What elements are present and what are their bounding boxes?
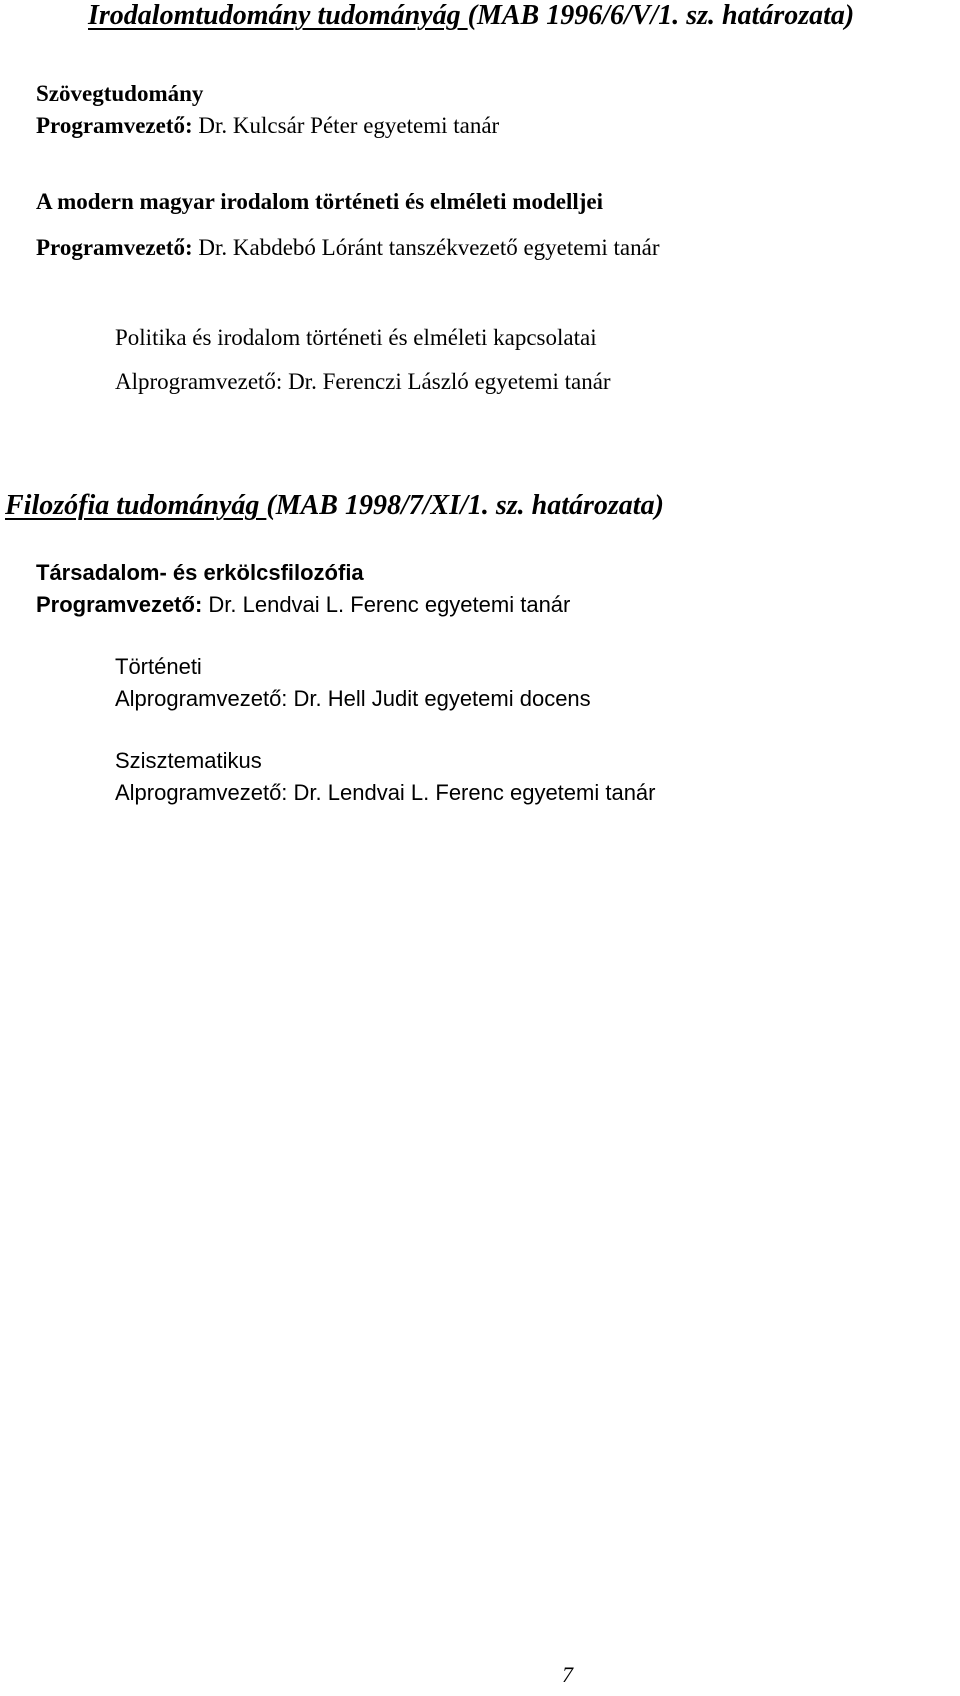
leader-text: Dr. Kulcsár Péter egyetemi tanár xyxy=(192,113,500,138)
subprogram-leader-ferenczi: Alprogramvezető: Dr. Ferenczi László egyetemi tanár xyxy=(115,369,611,394)
subprogram-leader-hell: Alprogramvezető: Dr. Hell Judit egyetemi docens xyxy=(115,686,591,711)
program-title-tarsadalom: Társadalom- és erkölcsfilozófia xyxy=(36,560,364,585)
subprogram-title-szisztematikus: Szisztematikus xyxy=(115,748,262,773)
page-number: 7 xyxy=(562,1662,573,1687)
section-heading-filozofia xyxy=(5,492,664,520)
program-leader-kabdebo xyxy=(36,236,659,259)
program-title-szovegtudomany: Szövegtudomány xyxy=(36,81,204,106)
program-leader-lendvai xyxy=(36,594,570,616)
section-heading-reference: (MAB 1996/6/V/1. sz. határozata) xyxy=(467,0,855,31)
leader-label: Programvezető: xyxy=(36,592,203,617)
subprogram-title-politika: Politika és irodalom történeti és elméleti kapcsolatai xyxy=(115,325,597,350)
program-leader-kulcsar xyxy=(36,114,499,137)
section-heading-irodalomtudomany xyxy=(88,2,854,30)
leader-text: Dr. Lendvai L. Ferenc egyetemi tanár xyxy=(202,592,571,617)
subprogram-title-torteneti: Történeti xyxy=(115,654,202,679)
leader-label: Programvezető: xyxy=(36,235,193,260)
program-title-modern-magyar: A modern magyar irodalom történeti és elméleti modelljei xyxy=(36,189,603,214)
section-heading-underlined: Irodalomtudomány tudományág xyxy=(88,0,468,31)
section-heading-underlined: Filozófia tudományág xyxy=(5,490,267,521)
subprogram-leader-lendvai: Alprogramvezető: Dr. Lendvai L. Ferenc egyetemi tanár xyxy=(115,780,656,805)
section-heading-reference: (MAB 1998/7/XI/1. sz. határozata) xyxy=(266,490,664,521)
leader-label: Programvezető: xyxy=(36,113,193,138)
leader-text: Dr. Kabdebó Lóránt tanszékvezető egyetemi tanár xyxy=(192,235,660,260)
